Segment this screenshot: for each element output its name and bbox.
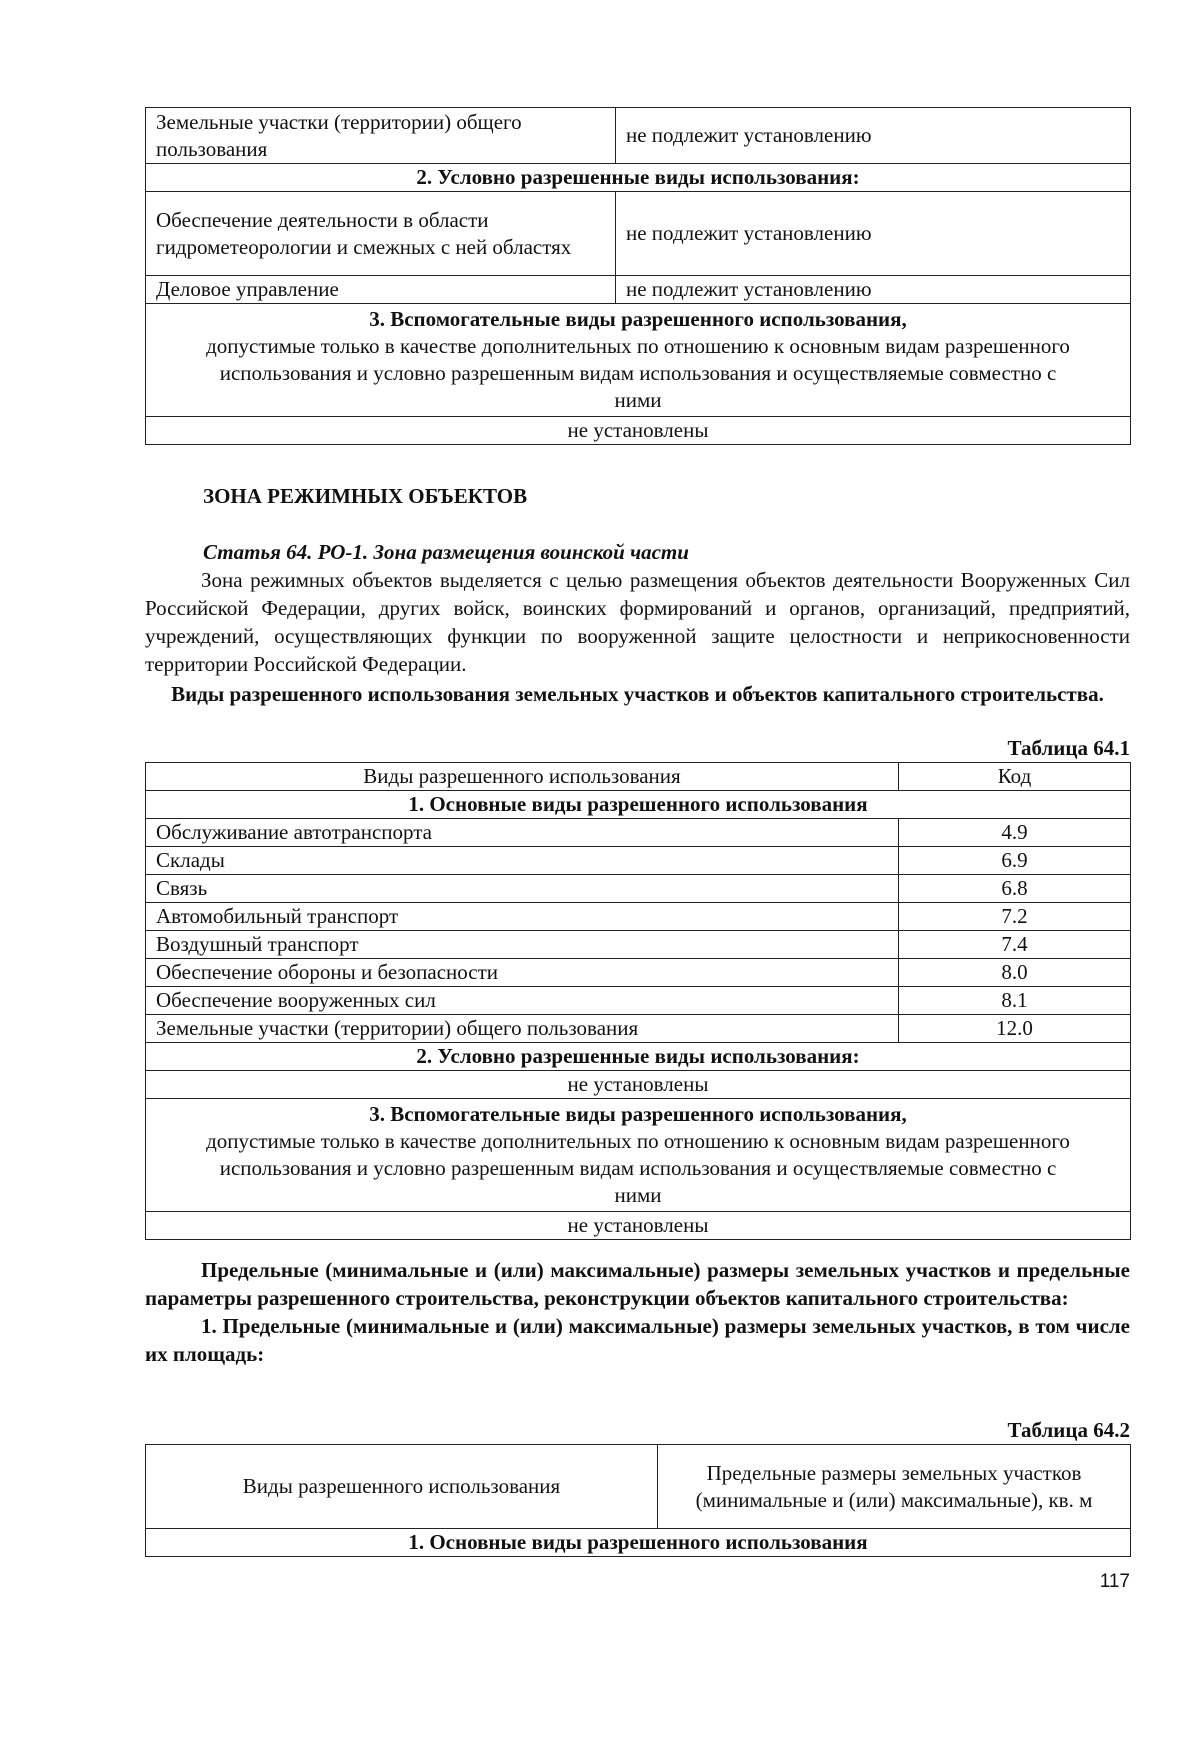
column-header-use: Виды разрешенного использования (146, 1445, 658, 1529)
section-heading: 1. Основные виды разрешенного использования (146, 1529, 1131, 1557)
article-body (145, 566, 1130, 678)
use-cell: Склады (146, 847, 899, 875)
use-cell: Обеспечение вооруженных сил (146, 987, 899, 1015)
limits-heading: Предельные (минимальные и (или) максимальные) размеры земельных участков и предельные параметры разрешенного строительства, реконструкции объектов капитального строительства: (145, 1258, 1130, 1310)
section-description: допустимые только в качестве дополнительных по отношению к основным видам разрешенного использования и условно разрешенным видам использования и осуществляемые совместно с ними (206, 1129, 1070, 1207)
article-paragraph: Зона режимных объектов выделяется с целью размещения объектов деятельности Вооруженных Сил Российской Федерации, других войск, воинских формирований и органов, организаций, предприятий, учреждений, осуществляющих функции по вооруженной защите целостности и неприкосновенности территории Российской Федерации. (145, 568, 1130, 676)
section-row (146, 1043, 1131, 1071)
section-description: допустимые только в качестве дополнительных по отношению к основным видам разрешенного использования и условно разрешенным видам использования и осуществляемые совместно с ними (206, 334, 1070, 412)
page-number: 117 (1099, 1571, 1130, 1592)
code-cell: 6.9 (899, 847, 1131, 875)
use-cell: Земельные участки (территории) общего пользования (146, 108, 616, 164)
section-heading: 3. Вспомогательные виды разрешенного использования, (369, 307, 907, 331)
use-cell: Воздушный транспорт (146, 931, 899, 959)
table-row (146, 108, 1131, 164)
uses-table (145, 762, 1131, 1240)
code-cell: 8.1 (899, 987, 1131, 1015)
table-row (146, 417, 1131, 445)
value-cell: не подлежит установлению (616, 276, 1131, 304)
table-row (146, 1071, 1131, 1099)
table-header-row (146, 763, 1131, 791)
use-cell: Деловое управление (146, 276, 616, 304)
table-row (146, 192, 1131, 276)
value-cell: не подлежит установлению (616, 192, 1131, 276)
section-row (146, 304, 1131, 417)
table-row (146, 875, 1131, 903)
limits-block (145, 1256, 1130, 1368)
use-cell: Обслуживание автотранспорта (146, 819, 899, 847)
use-cell: Обеспечение обороны и безопасности (146, 959, 899, 987)
column-header-use: Виды разрешенного использования (146, 763, 899, 791)
section-heading: 3. Вспомогательные виды разрешенного использования, (369, 1102, 907, 1126)
section-row (146, 1529, 1131, 1557)
column-header-limits: Предельные размеры земельных участков (минимальные и (или) максимальные), кв. м (658, 1445, 1131, 1529)
section-row (146, 791, 1131, 819)
table-caption: Таблица 64.2 (1007, 1418, 1130, 1442)
continued-uses-table (145, 107, 1131, 445)
value-cell: не установлены (146, 1071, 1131, 1099)
table-header-row (146, 1445, 1131, 1529)
section-heading: 2. Условно разрешенные виды использования: (146, 1043, 1131, 1071)
table-row (146, 1015, 1131, 1043)
section-row (146, 164, 1131, 192)
code-cell: 12.0 (899, 1015, 1131, 1043)
code-cell: 7.2 (899, 903, 1131, 931)
limits-subheading: 1. Предельные (минимальные и (или) максимальные) размеры земельных участков, в том числе их площадь: (145, 1314, 1130, 1366)
table-row (146, 931, 1131, 959)
code-cell: 7.4 (899, 931, 1131, 959)
value-cell: не подлежит установлению (616, 108, 1131, 164)
value-cell: не установлены (146, 417, 1131, 445)
table-row (146, 847, 1131, 875)
section-row (146, 1099, 1131, 1212)
uses-heading: Виды разрешенного использования земельных участков и объектов капитального строительства. (171, 682, 1104, 706)
section-heading: 2. Условно разрешенные виды использования: (146, 164, 1131, 192)
use-cell: Автомобильный транспорт (146, 903, 899, 931)
value-cell: не установлены (146, 1212, 1131, 1240)
use-cell: Земельные участки (территории) общего пользования (146, 1015, 899, 1043)
column-header-code: Код (899, 763, 1131, 791)
code-cell: 8.0 (899, 959, 1131, 987)
table-caption: Таблица 64.1 (1007, 736, 1130, 760)
table-row (146, 276, 1131, 304)
table-row (146, 959, 1131, 987)
table-row (146, 819, 1131, 847)
table-row (146, 987, 1131, 1015)
table-row (146, 1212, 1131, 1240)
limits-table (145, 1444, 1131, 1557)
table-row (146, 903, 1131, 931)
zone-title: ЗОНА РЕЖИМНЫХ ОБЪЕКТОВ (203, 484, 528, 508)
code-cell: 6.8 (899, 875, 1131, 903)
code-cell: 4.9 (899, 819, 1131, 847)
section-heading: 1. Основные виды разрешенного использования (146, 791, 1131, 819)
use-cell: Связь (146, 875, 899, 903)
article-title: Статья 64. РО-1. Зона размещения воинской части (203, 540, 689, 564)
use-cell: Обеспечение деятельности в области гидрометеорологии и смежных с ней областях (146, 192, 616, 276)
